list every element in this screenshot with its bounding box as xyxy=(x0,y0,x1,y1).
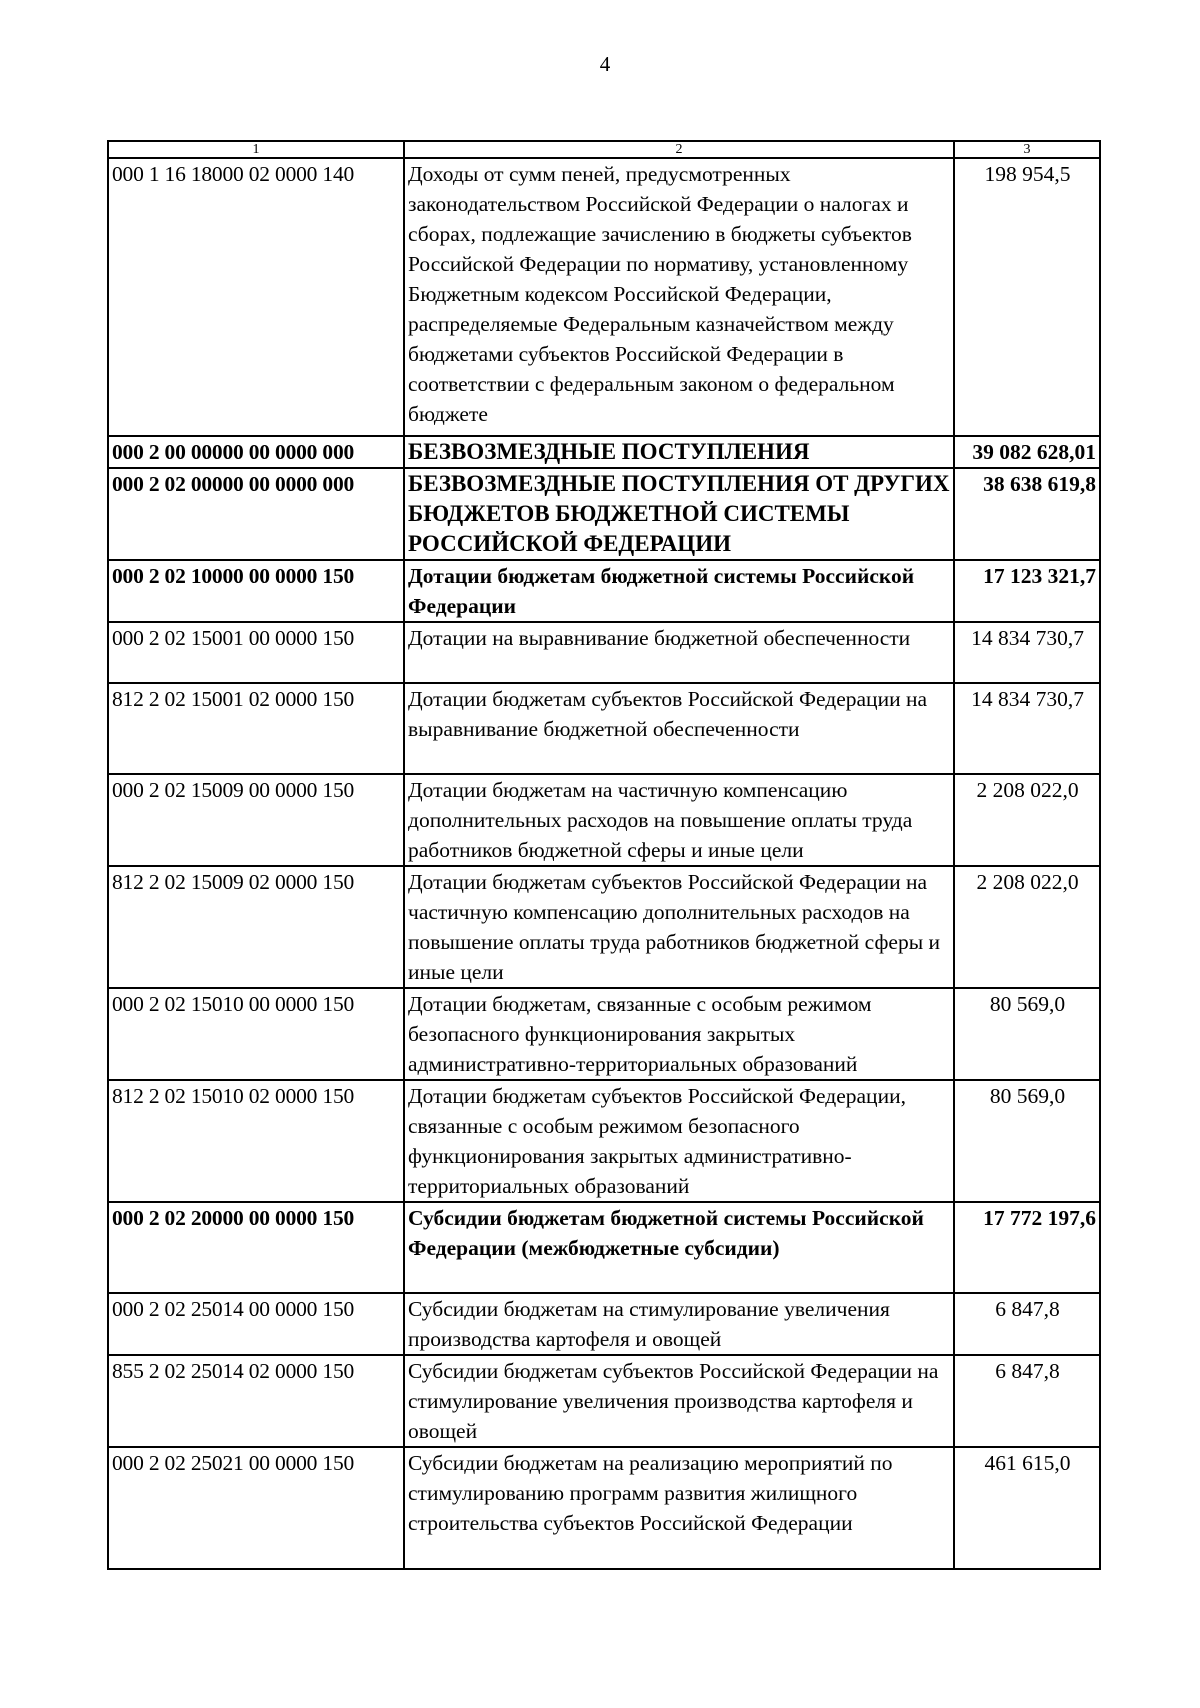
amount-value: 17 772 197,6 xyxy=(954,1202,1100,1293)
column-number-1: 1 xyxy=(108,141,404,158)
revenue-description: Дотации бюджетам бюджетной системы Российской Федерации xyxy=(404,560,954,622)
classification-code: 000 2 02 15010 00 0000 150 xyxy=(108,988,404,1080)
amount-value: 80 569,0 xyxy=(954,1080,1100,1202)
revenue-description: Доходы от сумм пеней, предусмотренных законодательством Российской Федерации о налогах и сборах, подлежащие зачислению в бюджеты субъектов Российской Федерации по нормативу, установленному Бюджетным кодексом Российской Федерации, распределяемые Федеральным казначейством между бюджетами субъектов Российской Федерации в соответствии с федеральным законом о федеральном бюджете xyxy=(404,158,954,436)
classification-code: 812 2 02 15001 02 0000 150 xyxy=(108,683,404,774)
amount-value: 2 208 022,0 xyxy=(954,774,1100,866)
classification-code: 000 2 02 10000 00 0000 150 xyxy=(108,560,404,622)
classification-code: 000 1 16 18000 02 0000 140 xyxy=(108,158,404,436)
table-row xyxy=(108,560,1100,622)
amount-value: 80 569,0 xyxy=(954,988,1100,1080)
table-row xyxy=(108,683,1100,774)
budget-revenue-table xyxy=(107,140,1101,1570)
amount-value: 17 123 321,7 xyxy=(954,560,1100,622)
table-header-row xyxy=(108,141,1100,158)
classification-code: 855 2 02 25014 02 0000 150 xyxy=(108,1355,404,1447)
classification-code: 000 2 00 00000 00 0000 000 xyxy=(108,436,404,468)
table-row xyxy=(108,1202,1100,1293)
classification-code: 000 2 02 25014 00 0000 150 xyxy=(108,1293,404,1355)
revenue-description: Дотации бюджетам субъектов Российской Федерации на выравнивание бюджетной обеспеченности xyxy=(404,683,954,774)
classification-code: 812 2 02 15010 02 0000 150 xyxy=(108,1080,404,1202)
table-row xyxy=(108,988,1100,1080)
classification-code: 000 2 02 20000 00 0000 150 xyxy=(108,1202,404,1293)
table-row xyxy=(108,1355,1100,1447)
revenue-description: Дотации бюджетам, связанные с особым режимом безопасного функционирования закрытых административно-территориальных образований xyxy=(404,988,954,1080)
table-row xyxy=(108,622,1100,683)
table-row xyxy=(108,468,1100,560)
revenue-description: Дотации бюджетам на частичную компенсацию дополнительных расходов на повышение оплаты труда работников бюджетной сферы и иные цели xyxy=(404,774,954,866)
revenue-description: БЕЗВОЗМЕЗДНЫЕ ПОСТУПЛЕНИЯ xyxy=(404,436,954,468)
table-row xyxy=(108,1080,1100,1202)
classification-code: 000 2 02 15009 00 0000 150 xyxy=(108,774,404,866)
classification-code: 812 2 02 15009 02 0000 150 xyxy=(108,866,404,988)
table-row xyxy=(108,774,1100,866)
table-row xyxy=(108,866,1100,988)
amount-value: 14 834 730,7 xyxy=(954,683,1100,774)
amount-value: 39 082 628,01 xyxy=(954,436,1100,468)
amount-value: 6 847,8 xyxy=(954,1355,1100,1447)
column-number-3: 3 xyxy=(954,141,1100,158)
classification-code: 000 2 02 25021 00 0000 150 xyxy=(108,1447,404,1569)
amount-value: 38 638 619,8 xyxy=(954,468,1100,560)
amount-value: 2 208 022,0 xyxy=(954,866,1100,988)
table-row xyxy=(108,1447,1100,1569)
amount-value: 14 834 730,7 xyxy=(954,622,1100,683)
amount-value: 461 615,0 xyxy=(954,1447,1100,1569)
revenue-description: Субсидии бюджетам на реализацию мероприятий по стимулированию программ развития жилищного строительства субъектов Российской Федерации xyxy=(404,1447,954,1569)
revenue-description: Дотации бюджетам субъектов Российской Федерации, связанные с особым режимом безопасного функционирования закрытых административно-территориальных образований xyxy=(404,1080,954,1202)
classification-code: 000 2 02 15001 00 0000 150 xyxy=(108,622,404,683)
revenue-description: БЕЗВОЗМЕЗДНЫЕ ПОСТУПЛЕНИЯ ОТ ДРУГИХ БЮДЖЕТОВ БЮДЖЕТНОЙ СИСТЕМЫ РОССИЙСКОЙ ФЕДЕРАЦИИ xyxy=(404,468,954,560)
amount-value: 6 847,8 xyxy=(954,1293,1100,1355)
revenue-description: Субсидии бюджетам субъектов Российской Федерации на стимулирование увеличения производства картофеля и овощей xyxy=(404,1355,954,1447)
revenue-description: Субсидии бюджетам на стимулирование увеличения производства картофеля и овощей xyxy=(404,1293,954,1355)
amount-value: 198 954,5 xyxy=(954,158,1100,436)
revenue-description: Дотации на выравнивание бюджетной обеспеченности xyxy=(404,622,954,683)
revenue-description: Дотации бюджетам субъектов Российской Федерации на частичную компенсацию дополнительных расходов на повышение оплаты труда работников бюджетной сферы и иные цели xyxy=(404,866,954,988)
table-row xyxy=(108,436,1100,468)
table-row xyxy=(108,158,1100,436)
table-row xyxy=(108,1293,1100,1355)
page-number: 4 xyxy=(599,52,611,76)
column-number-2: 2 xyxy=(404,141,954,158)
revenue-description: Субсидии бюджетам бюджетной системы Российской Федерации (межбюджетные субсидии) xyxy=(404,1202,954,1293)
classification-code: 000 2 02 00000 00 0000 000 xyxy=(108,468,404,560)
